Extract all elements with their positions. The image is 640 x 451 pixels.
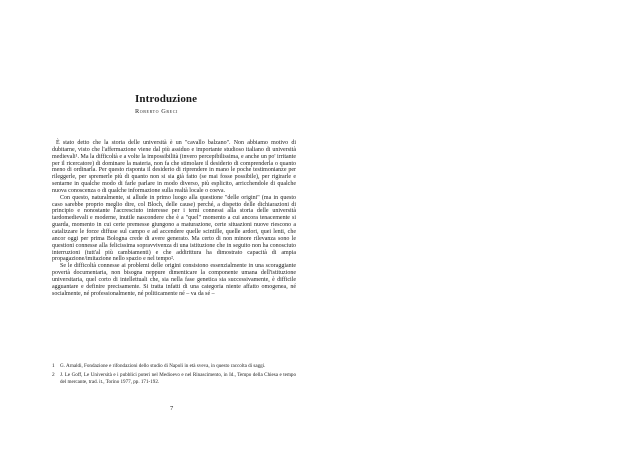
footnote <box>52 363 296 369</box>
body-text <box>52 140 296 297</box>
paragraph: Se le difficoltà connesse ai problemi delle origini consistono essenzialmente in una scoraggiante povertà documentaria, non bisogna neppure dimenticare la componente umana dell'istituzione universitaria, quel corto di intellettuali che, sia nella fase genetica sia successivamente, è difficile agguantare e definire precisamente. Si tratta infatti di una categoria niente affatto omogenea, né socialmente, né professionalmente, né politicamente né – va da sé – <box>52 263 296 297</box>
footnote-number: 1 <box>52 363 55 369</box>
paragraph: Con questo, naturalmente, si allude in primo luogo alla questione "delle origini" (ma in questo caso sarebbe proprio meglio dire, col Bloch, delle cause) perché, a dispetto delle dichiarazioni di principio e nonostante l'accresciuto interesse per i temi connessi alla storia delle università tardomedievali e moderne, inutile nascondere che è a "quel" momento a cui ancora tenacemente si guarda, momento in cui certe premesse giungono a maturazione, certe situazioni nuove riescono a catalizzare le forze diffuse sul campo e ad accendere quelle scintille, quelle ardori, quei lenti, che ancor oggi per prima Bologna crede di avere generato. Ma certo di non minore rilevanza sono le questioni connesse alla felicissima sopravvivenza di una istituzione che in seguito non ha conosciuto interruzioni (tutt'al più cambiamenti) e che addirittura ha dimostrato capacità di ampia propagazione/imitazione nello spazio e nel tempo². <box>52 194 296 263</box>
page-number: 7 <box>170 405 174 412</box>
footnote <box>52 372 296 385</box>
paragraph: È stato detto che la storia delle università è un "cavallo balzano". Non abbiamo motivo di dubitarne, visto che l'affermazione viene dal più assiduo e importante studioso italiano di università medievali¹. Ma la difficoltà e a volte la impossibilità (invero percepibilissima, e anche un po' irritante per il ricercatore) di dominare la materia, non fa che stimolare il desiderio di comprenderla o quanto meno di ordinarla. Per questo risponta il desiderio di riprendere in mano le poche testimonianze per rileggerle, per spremerle più di quanto non si sia già fatto (se mai fosse possibile), per rigirarle e sentarne in qualche modo di farle parlare in modo diverso, più esplicito, arricchendole di qualche nuova conoscenza o di qualche informazione sulla realtà locale o coeva. <box>52 140 296 194</box>
footnote-text: G. Arnaldi, Fondazione e rifondazioni dello studio di Napoli in età sveva, in questo raccolta di saggi. <box>60 363 266 369</box>
footnote-number: 2 <box>52 372 55 379</box>
page-title: Introduzione <box>135 93 198 105</box>
footnotes <box>52 363 296 388</box>
footnote-text: J. Le Goff, Le Università e i pubblici poteri nel Medioevo e nel Rinascimento, in Id., Tempo della Chiesa e tempo del mercante, trad. it., Torino 1977, pp. 171-192. <box>60 372 296 385</box>
author-name: Roberto Greci <box>135 108 178 115</box>
